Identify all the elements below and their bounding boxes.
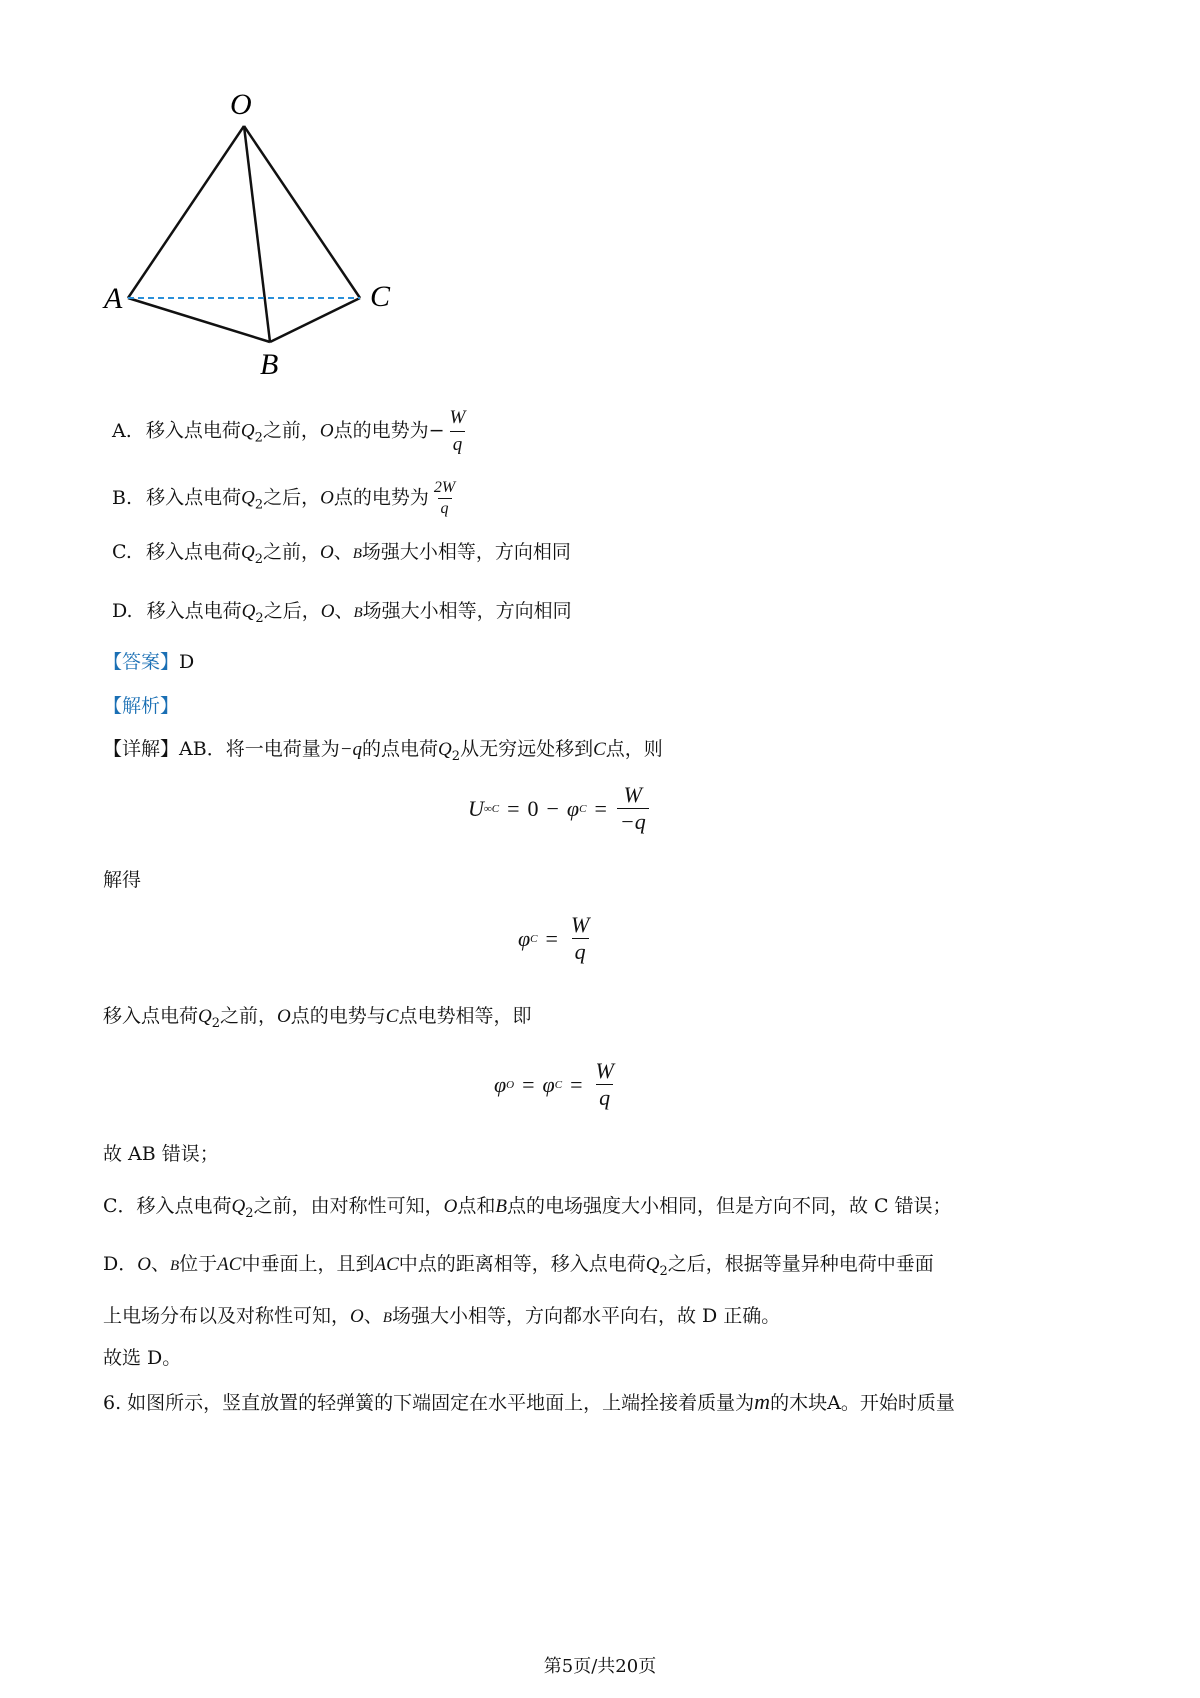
answer-line xyxy=(103,648,194,676)
answer-tag: 【答案】 xyxy=(103,651,180,673)
explanation-d-line2: 上电场分布以及对称性可知，O、B场强大小相等，方向都水平向右，故 D 正确。 xyxy=(103,1305,781,1327)
final-choice: 故选 D。 xyxy=(103,1347,182,1369)
vertex-label-o: O xyxy=(230,88,252,121)
page-number: 第5页/共20页 xyxy=(543,1656,657,1677)
fraction-2w-over-q: $\frac{2W}{q}$ xyxy=(433,479,456,517)
conclusion-ab: 故 AB 错误； xyxy=(103,1143,219,1165)
equal-potential-line: 移入点电荷$Q_2$之前，O点的电势与C点电势相等，即 xyxy=(103,1005,532,1031)
explanation-d-line1: D．O、B位于AC中垂面上，且到AC中点的距离相等，移入点电荷$Q_2$之后，根据等量异种电荷中垂面 xyxy=(103,1253,934,1279)
vertex-label-c: C xyxy=(370,280,391,313)
analysis-line xyxy=(103,692,179,720)
answer-value: D xyxy=(179,651,195,673)
tetrahedron-figure xyxy=(100,80,420,380)
fraction-w-over-q: $\frac{W}{q}$ xyxy=(447,405,469,458)
equation-phi-o: φ O = φ C = $\frac{W}{q}$ xyxy=(494,1058,614,1110)
vertex-label-b: B xyxy=(260,348,279,380)
detail-line: 【详解】AB．将一电荷量为−q的点电荷$Q_2$从无穷远处移到C点，则 xyxy=(103,738,663,764)
explanation-c: C．移入点电荷$Q_2$之前，由对称性可知，O点和B点的电场强度大小相同，但是方向不同，故 C 错误； xyxy=(103,1195,952,1221)
option-a: A. 移入点电荷$Q_2$之前，O点的电势为− $\frac{W}{q}$ xyxy=(112,405,470,458)
question-6: 6. 如图所示，竖直放置的轻弹簧的下端固定在水平地面上，上端拴接着质量为m的木块A。开始时质量 xyxy=(103,1389,955,1414)
analysis-tag: 【解析】 xyxy=(103,695,180,717)
equation-phi-c: φ C = $\frac{W}{q}$ xyxy=(518,912,590,964)
option-b: B. 移入点电荷$Q_2$之后，O点的电势为 $\frac{2W}{q}$ xyxy=(112,478,460,520)
equation-potential-difference: U ∞C = 0 − φ C = $\frac{W}{-q}$ xyxy=(468,782,651,835)
option-c: C. 移入点电荷$Q_2$之前，O、B场强大小相等，方向相同 xyxy=(112,541,571,567)
solve-text: 解得 xyxy=(103,869,142,891)
option-d: D. 移入点电荷$Q_2$之后，O、B场强大小相等，方向相同 xyxy=(112,600,572,626)
vertex-label-a: A xyxy=(104,282,123,315)
